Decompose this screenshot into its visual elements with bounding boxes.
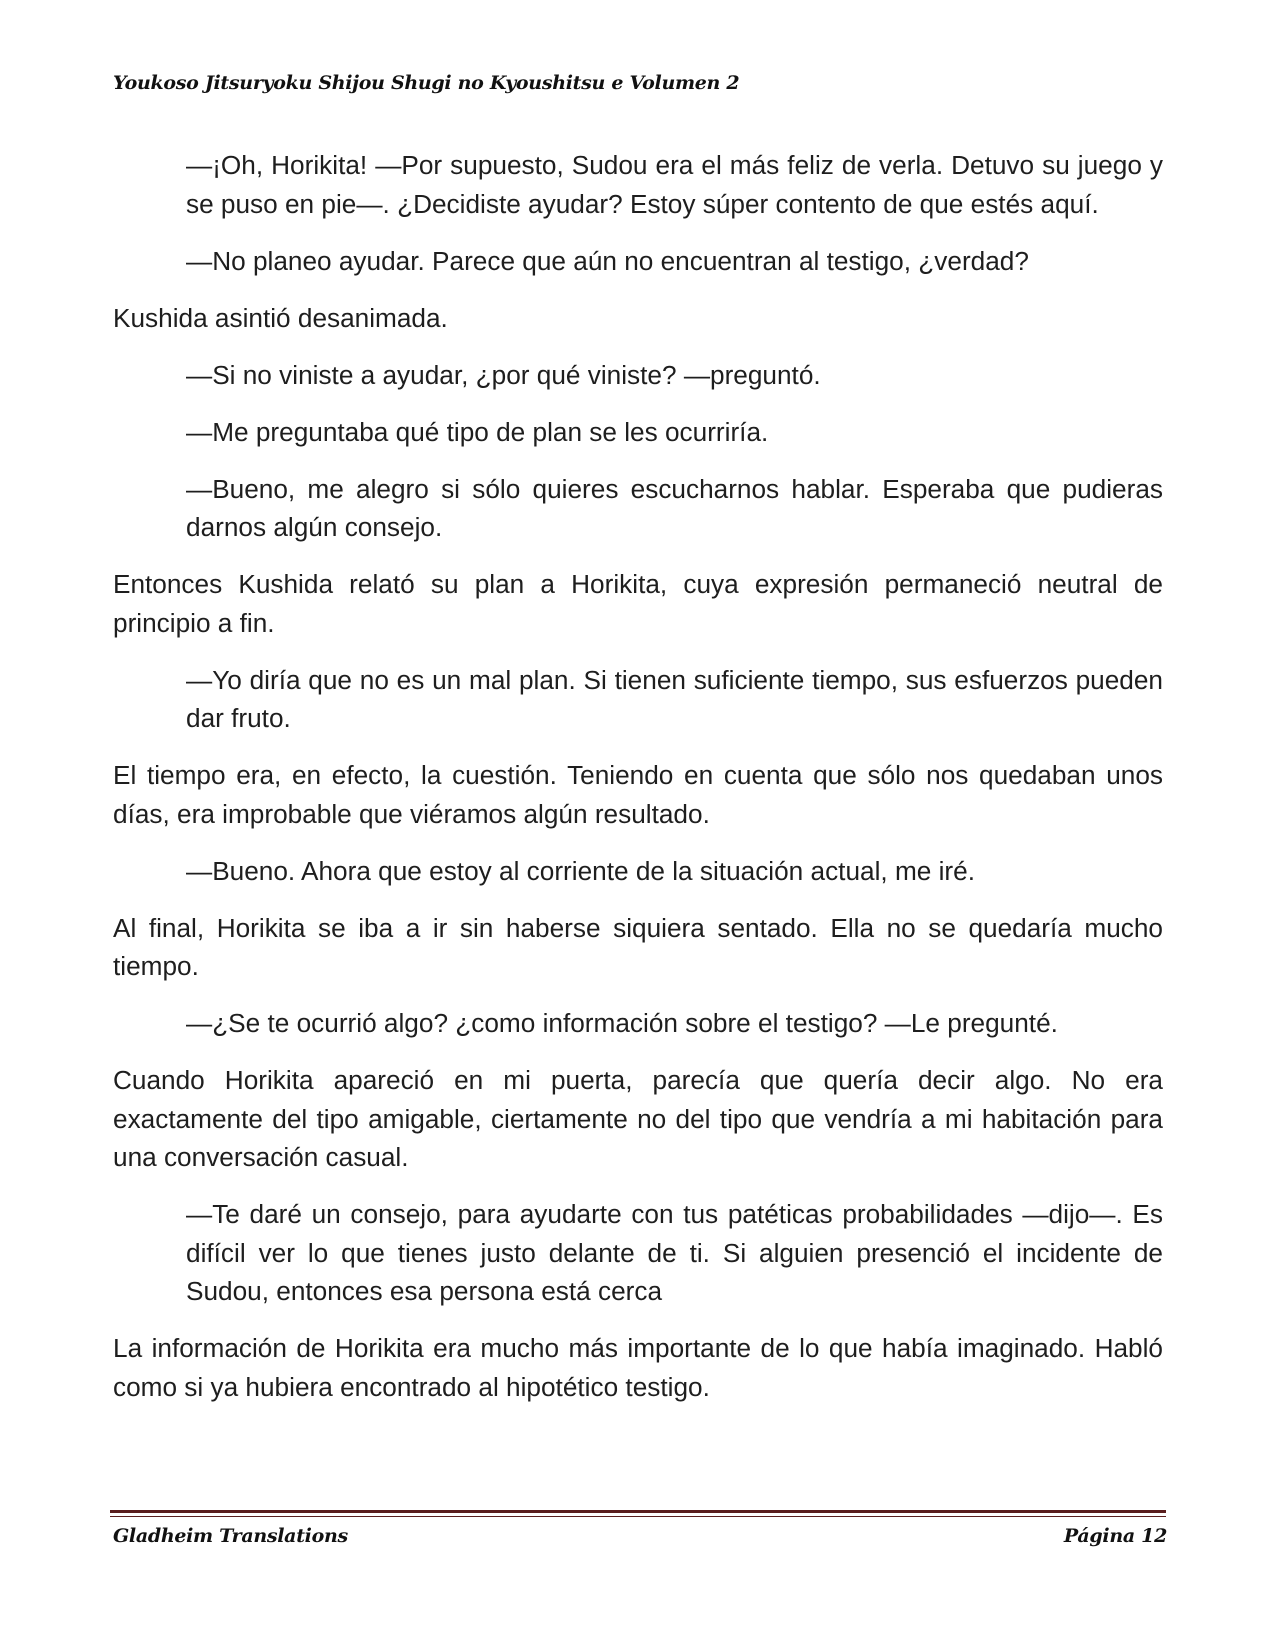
paragraph-dialog: —Si no viniste a ayudar, ¿por qué viniste? —preguntó. [186, 359, 821, 390]
paragraph-narration: Cuando Horikita apareció en mi puerta, parecía que quería decir algo. No era exactamente del tipo amigable, ciertamente no del tipo que vendría a mi habitación para una conversación casual. [113, 1065, 1163, 1172]
footer-divider [110, 1510, 1166, 1513]
paragraph-narration: Kushida asintió desanimada. [113, 302, 448, 333]
running-header: Youkoso Jitsuryoku Shijou Shugi no Kyoushitsu e Volumen 2 [113, 72, 740, 94]
paragraph-dialog: —Te daré un consejo, para ayudarte con tus patéticas probabilidades —dijo—. Es difícil ver lo que tienes justo delante de ti. Si alguien presenció el incidente de Sudou, entonces esa persona está cerca [186, 1199, 1163, 1306]
paragraph-narration: Al final, Horikita se iba a ir sin haberse siquiera sentado. Ella no se quedaría mucho tiempo. [113, 912, 1163, 981]
page-number: Página 12 [1063, 1525, 1167, 1547]
paragraph-dialog: —¡Oh, Horikita! —Por supuesto, Sudou era el más feliz de verla. Detuvo su juego y se puso en pie—. ¿Decidiste ayudar? Estoy súper contento de que estés aquí. [186, 150, 1163, 219]
footer-divider-thin [110, 1516, 1166, 1517]
paragraph-narration: El tiempo era, en efecto, la cuestión. Teniendo en cuenta que sólo nos quedaban unos días, era improbable que viéramos algún resultado. [113, 760, 1163, 829]
paragraph-dialog: —No planeo ayudar. Parece que aún no encuentran al testigo, ¿verdad? [186, 245, 1029, 276]
footer-publisher: Gladheim Translations [113, 1525, 348, 1547]
page-body [113, 146, 1163, 1425]
paragraph-dialog: —Yo diría que no es un mal plan. Si tienen suficiente tiempo, sus esfuerzos pueden dar fruto. [186, 664, 1163, 733]
paragraph-dialog: —Bueno. Ahora que estoy al corriente de la situación actual, me iré. [186, 855, 975, 886]
paragraph-narration: La información de Horikita era mucho más importante de lo que había imaginado. Habló como si ya hubiera encontrado al hipotético testigo. [113, 1333, 1163, 1402]
paragraph-dialog: —Me preguntaba qué tipo de plan se les ocurriría. [186, 416, 769, 447]
paragraph-narration: Entonces Kushida relató su plan a Horikita, cuya expresión permaneció neutral de principio a fin. [113, 569, 1163, 638]
paragraph-dialog: —¿Se te ocurrió algo? ¿como información sobre el testigo? —Le pregunté. [186, 1008, 1058, 1038]
paragraph-dialog: —Bueno, me alegro si sólo quieres escucharnos hablar. Esperaba que pudieras darnos algún consejo. [186, 473, 1163, 542]
